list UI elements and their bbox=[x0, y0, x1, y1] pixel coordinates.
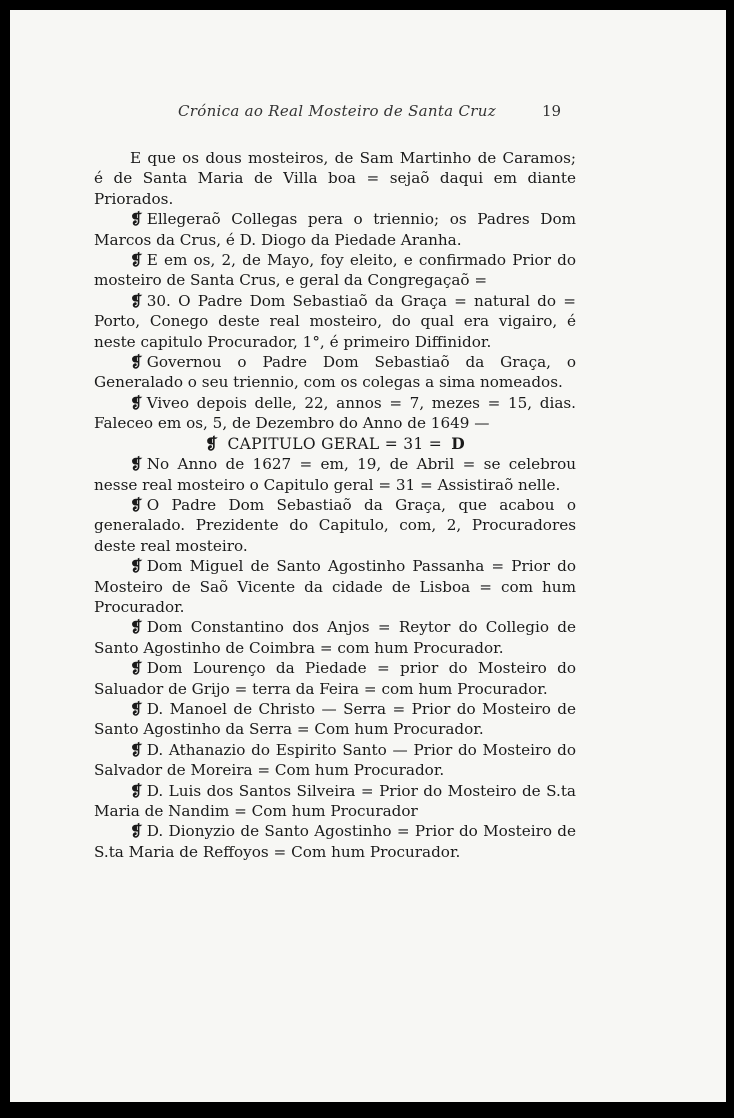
paragraph bbox=[94, 148, 576, 209]
paragraph bbox=[94, 821, 576, 862]
pilcrow-mark: ❡ bbox=[130, 251, 143, 270]
paragraph bbox=[94, 740, 576, 781]
paragraph-text: Dom Lourenço da Piedade = prior do Mosteiro do Saluador de Grijo = terra da Feira = com hum Procurador. bbox=[94, 659, 576, 698]
paragraph bbox=[94, 658, 576, 699]
pilcrow-mark: ❡ bbox=[130, 618, 143, 637]
paragraph bbox=[94, 495, 576, 556]
paragraph bbox=[94, 454, 576, 495]
paragraph bbox=[94, 393, 576, 434]
paragraph-text: D. Dionyzio de Santo Agostinho = Prior do Mosteiro de S.ta Maria de Reffoyos = Com hum Procurador. bbox=[94, 822, 576, 861]
paragraph-text: E que os dous mosteiros, de Sam Martinho de Caramos; é de Santa Maria de Villa boa = sejaõ daqui em diante Priorados. bbox=[94, 149, 576, 208]
paragraph bbox=[94, 556, 576, 617]
paragraph-text: Ellegeraõ Collegas pera o triennio; os Padres Dom Marcos da Crus, é D. Diogo da Piedade Aranha. bbox=[94, 210, 576, 249]
chapter-heading bbox=[94, 434, 576, 454]
paragraph bbox=[94, 352, 576, 393]
running-title: Crónica ao Real Mosteiro de Santa Cruz bbox=[178, 102, 496, 120]
paragraph-text: Viveo depois delle, 22, annos = 7, mezes = 15, dias. Faleceo em os, 5, de Dezembro do Anno de 1649 — bbox=[94, 393, 576, 433]
pilcrow-mark: ❡ bbox=[130, 557, 143, 576]
pilcrow-mark: ❡ bbox=[130, 353, 143, 372]
paragraph-text: D. Athanazio do Espirito Santo — Prior do Mosteiro do Salvador de Moreira = Com hum Procurador. bbox=[94, 740, 576, 780]
paragraph-text: Dom Miguel de Santo Agostinho Passanha = Prior do Mosteiro de Saõ Vicente da cidade de Lisboa = com hum Procurador. bbox=[94, 557, 576, 616]
pilcrow-mark: ❡ bbox=[130, 495, 143, 514]
pilcrow-mark: ❡ bbox=[130, 393, 143, 412]
book-page bbox=[10, 10, 726, 1102]
page-header bbox=[10, 102, 726, 130]
pilcrow-mark: ❡ bbox=[130, 699, 143, 718]
paragraph-text: 30. O Padre Dom Sebastiaõ da Graça = natural do = Porto, Conego deste real mosteiro, do qual era vigairo, é neste capitulo Procurador, 1°, é primeiro Diffinidor. bbox=[94, 291, 576, 351]
page-number: 19 bbox=[542, 102, 562, 120]
pilcrow-mark: ❡ bbox=[130, 659, 143, 678]
paragraphs-after-chapter bbox=[94, 454, 576, 862]
paragraphs-before-chapter bbox=[94, 148, 576, 434]
pilcrow-mark: ❡ bbox=[130, 210, 143, 229]
paragraph bbox=[94, 209, 576, 250]
pilcrow-mark: ❡ bbox=[204, 433, 219, 453]
pilcrow-mark: ❡ bbox=[130, 781, 143, 800]
paragraph-text: Dom Constantino dos Anjos = Reytor do Collegio de Santo Agostinho de Coimbra = com hum Procurador. bbox=[94, 618, 576, 657]
paragraph bbox=[94, 291, 576, 352]
paragraph bbox=[94, 617, 576, 658]
pilcrow-mark: ❡ bbox=[130, 740, 143, 759]
paragraph bbox=[94, 250, 576, 291]
paragraph-text: D. Manoel de Christo — Serra = Prior do Mosteiro de Santo Agostinho da Serra = Com hum Procurador. bbox=[94, 699, 576, 739]
paragraph bbox=[94, 699, 576, 740]
pilcrow-mark: ❡ bbox=[130, 822, 143, 841]
chapter-closing-mark: D bbox=[451, 433, 466, 453]
paragraph-text: Governou o Padre Dom Sebastiaõ da Graça, o Generalado o seu triennio, com os colegas a sima nomeados. bbox=[94, 353, 576, 392]
pilcrow-mark: ❡ bbox=[130, 455, 143, 474]
pilcrow-mark: ❡ bbox=[130, 291, 143, 310]
paragraph-text: E em os, 2, de Mayo, foy eleito, e confirmado Prior do mosteiro de Santa Crus, e geral da Congregaçaõ = bbox=[94, 251, 576, 290]
body-text bbox=[94, 148, 576, 862]
paragraph-text: O Padre Dom Sebastiaõ da Graça, que acabou o generalado. Prezidente do Capitulo, com, 2, Procuradores deste real mosteiro. bbox=[94, 495, 576, 555]
paragraph bbox=[94, 781, 576, 822]
paragraph-text: No Anno de 1627 = em, 19, de Abril = se celebrou nesse real mosteiro o Capitulo geral = 31 = Assistiraõ nelle. bbox=[94, 455, 576, 494]
chapter-heading-text: CAPITULO GERAL = 31 = bbox=[227, 434, 443, 453]
paragraph-text: D. Luis dos Santos Silveira = Prior do Mosteiro de S.ta Maria de Nandim = Com hum Procurador bbox=[94, 781, 576, 820]
